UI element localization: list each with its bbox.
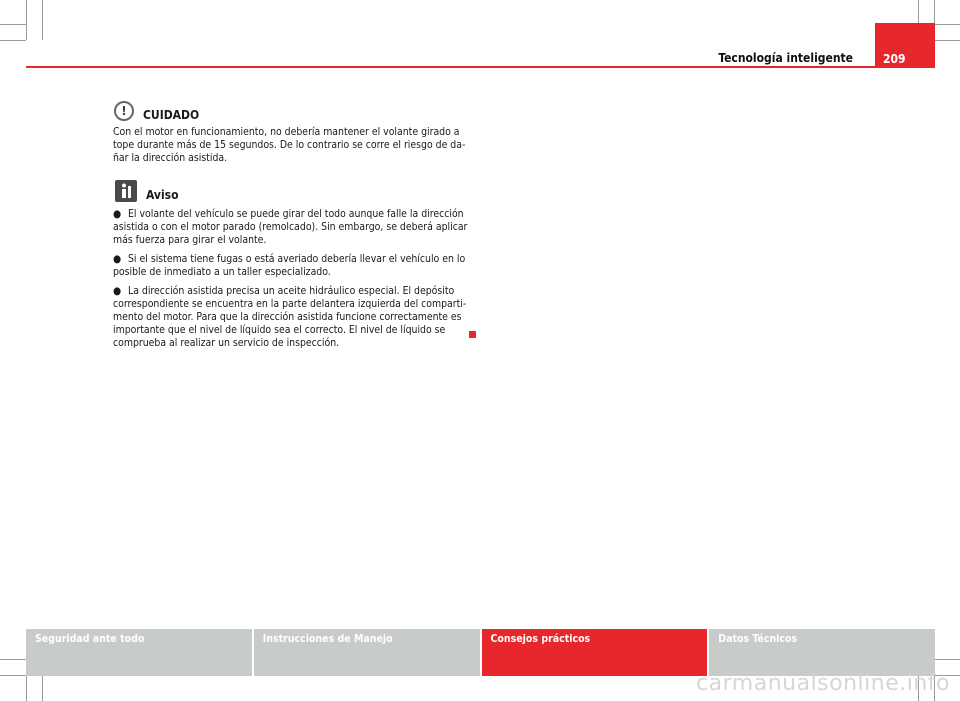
note-bullet-text: El volante del vehículo se puede girar del todo aunque falle la dirección asistida o con el motor parado (remolcado). Sin embargo, se deberá aplicar más fuerza para girar el volante. (113, 208, 468, 246)
chapter-title: Tecnología inteligente (718, 51, 853, 65)
note-bullet (113, 253, 468, 279)
bullet-icon: ● (113, 208, 122, 220)
note-header (113, 180, 468, 202)
tab-seguridad[interactable]: Seguridad ante todo (26, 629, 254, 676)
header-rule (26, 66, 935, 68)
note-title: Aviso (146, 188, 179, 202)
crop-mark (0, 675, 26, 676)
watermark: carmanualsonline.info (696, 671, 950, 696)
crop-mark (918, 0, 919, 23)
caution-title: CUIDADO (143, 108, 200, 122)
caution-text: Con el motor en funcionamiento, no debería mantener el volante girado a tope durante más de 15 segundos. De lo contrario se corre el riesgo de da-ñar la dirección asistida. (113, 126, 466, 164)
caution-exclamation-icon: ! (114, 101, 134, 121)
crop-mark (0, 659, 26, 660)
crop-mark (0, 24, 26, 25)
crop-mark (42, 0, 43, 40)
tab-datos[interactable]: Datos Técnicos (709, 629, 935, 676)
section-end-marker (469, 331, 476, 338)
page-content (113, 100, 468, 350)
bullet-icon: ● (113, 253, 122, 265)
crop-mark (0, 40, 26, 41)
crop-mark (934, 0, 935, 23)
tab-consejos[interactable]: Consejos prácticos (482, 629, 710, 676)
note-bullet-text: Si el sistema tiene fugas o está averiado debería llevar el vehículo en lo posible de inmediato a un taller especializado. (113, 253, 466, 278)
crop-mark (935, 24, 960, 25)
crop-mark (26, 676, 27, 701)
crop-mark (935, 40, 960, 41)
note-bullet-text: La dirección asistida precisa un aceite hidráulico especial. El depósito correspondiente se encuentra en la parte delantera izquierda del comparti-mento del motor. Para que la dirección asistida funcione correctamente es importante que el nivel de líquido sea el correcto. El nivel de líquido se comprueba al realizar un servicio de inspección. (113, 285, 467, 349)
crop-mark (42, 676, 43, 701)
info-icon (115, 180, 137, 202)
bullet-icon: ● (113, 285, 122, 297)
page-number: 209 (875, 23, 935, 68)
crop-mark (935, 659, 960, 660)
tab-instrucciones[interactable]: Instrucciones de Manejo (254, 629, 482, 676)
crop-mark (26, 0, 27, 40)
caution-header (113, 100, 468, 122)
chapter-tabs (26, 629, 935, 676)
note-bullet (113, 285, 468, 350)
note-bullet (113, 208, 468, 247)
